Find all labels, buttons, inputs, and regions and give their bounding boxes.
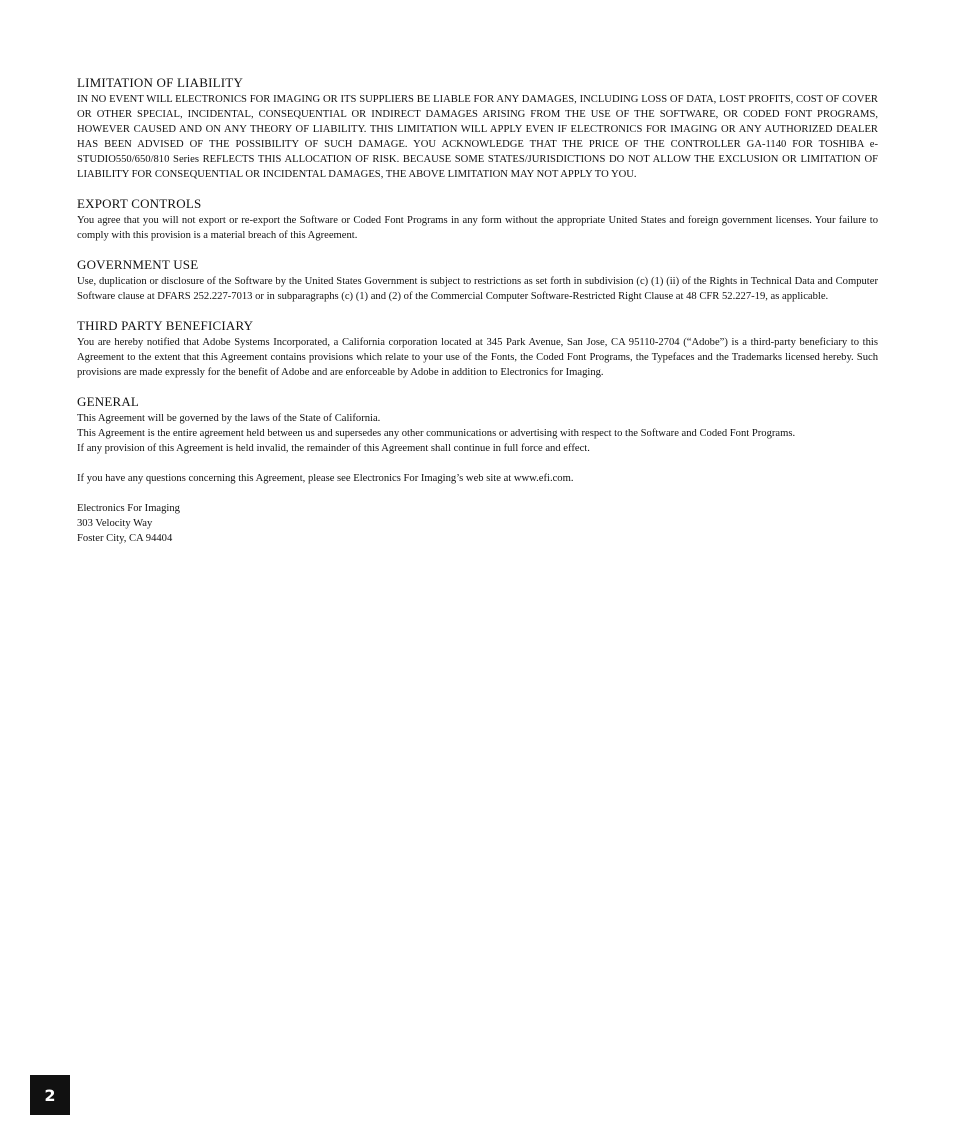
section-limitation-of-liability xyxy=(77,75,878,182)
section-heading: THIRD PARTY BENEFICIARY xyxy=(77,318,254,333)
section-paragraph: You agree that you will not export or re-export the Software or Coded Font Programs in any form without the appropriate United States and foreign government licenses. Your failure to comply with this provision is a material breach of this Agreement. xyxy=(77,215,878,241)
document-body xyxy=(77,75,878,560)
section-government-use xyxy=(77,257,878,304)
address-company: Electronics For Imaging xyxy=(77,503,180,514)
page-number-badge: 2 xyxy=(30,1075,70,1115)
section-heading: EXPORT CONTROLS xyxy=(77,196,202,211)
section-heading: GENERAL xyxy=(77,394,140,409)
section-paragraph: Use, duplication or disclosure of the Software by the United States Government is subject to restrictions as set forth in subdivision (c) (1) (ii) of the Rights in Technical Data and Computer Software clause at DFARS 252.227-7013 or in subparagraphs (c) (1) and (2) of the Commercial Computer Software-Restricted Right Clause at 48 CFR 52.227-19, as applicable. xyxy=(77,276,878,302)
general-line-entire-agreement: This Agreement is the entire agreement held between us and supersedes any other communications or advertising with respect to the Software and Coded Font Programs. xyxy=(77,428,796,439)
address-street: 303 Velocity Way xyxy=(77,518,153,529)
spacer xyxy=(77,456,878,471)
general-line-severability: If any provision of this Agreement is held invalid, the remainder of this Agreement shall continue in full force and effect. xyxy=(77,443,590,454)
address-city: Foster City, CA 94404 xyxy=(77,533,173,544)
section-general xyxy=(77,394,878,546)
section-heading: GOVERNMENT USE xyxy=(77,257,199,272)
section-paragraph: IN NO EVENT WILL ELECTRONICS FOR IMAGING OR ITS SUPPLIERS BE LIABLE FOR ANY DAMAGES, INCLUDING LOSS OF DATA, LOST PROFITS, COST OF COVER OR OTHER SPECIAL, INCIDENTAL, CONSEQUENTIAL OR INDIRECT DAMAGES ARISING FROM THE USE OF THE SOFTWARE, OR CODED FONT PROGRAMS, HOWEVER CAUSED AND ON ANY THEORY OF LIABILITY. THIS LIMITATION WILL APPLY EVEN IF ELECTRONICS FOR IMAGING OR ANY AUTHORIZED DEALER HAS BEEN ADVISED OF THE POSSIBILITY OF SUCH DAMAGE. YOU ACKNOWLEDGE THAT THE PRICE OF THE CONTROLLER GA-1140 FOR TOSHIBA e-STUDIO550/650/810 Series REFLECTS THIS ALLOCATION OF RISK. BECAUSE SOME STATES/JURISDICTIONS DO NOT ALLOW THE EXCLUSION OR LIMITATION OF LIABILITY FOR CONSEQUENTIAL OR INCIDENTAL DAMAGES, THE ABOVE LIMITATION MAY NOT APPLY TO YOU. xyxy=(77,94,878,180)
section-export-controls xyxy=(77,196,878,243)
section-heading: LIMITATION OF LIABILITY xyxy=(77,75,244,90)
spacer xyxy=(77,486,878,501)
section-third-party-beneficiary xyxy=(77,318,878,380)
general-questions: If you have any questions concerning this Agreement, please see Electronics For Imaging’s web site at www.efi.com. xyxy=(77,473,574,484)
general-line-governing-law: This Agreement will be governed by the laws of the State of California. xyxy=(77,413,381,424)
section-paragraph: You are hereby notified that Adobe Systems Incorporated, a California corporation located at 345 Park Avenue, San Jose, CA 95110-2704 (“Adobe”) is a third-party beneficiary to this Agreement to the extent that this Agreement contains provisions which relate to your use of the Fonts, the Coded Font Programs, the Typefaces and the Trademarks licensed hereby. Such provisions are made expressly for the benefit of Adobe and are enforceable by Adobe in addition to Electronics for Imaging. xyxy=(77,337,878,378)
company-address xyxy=(77,501,878,546)
